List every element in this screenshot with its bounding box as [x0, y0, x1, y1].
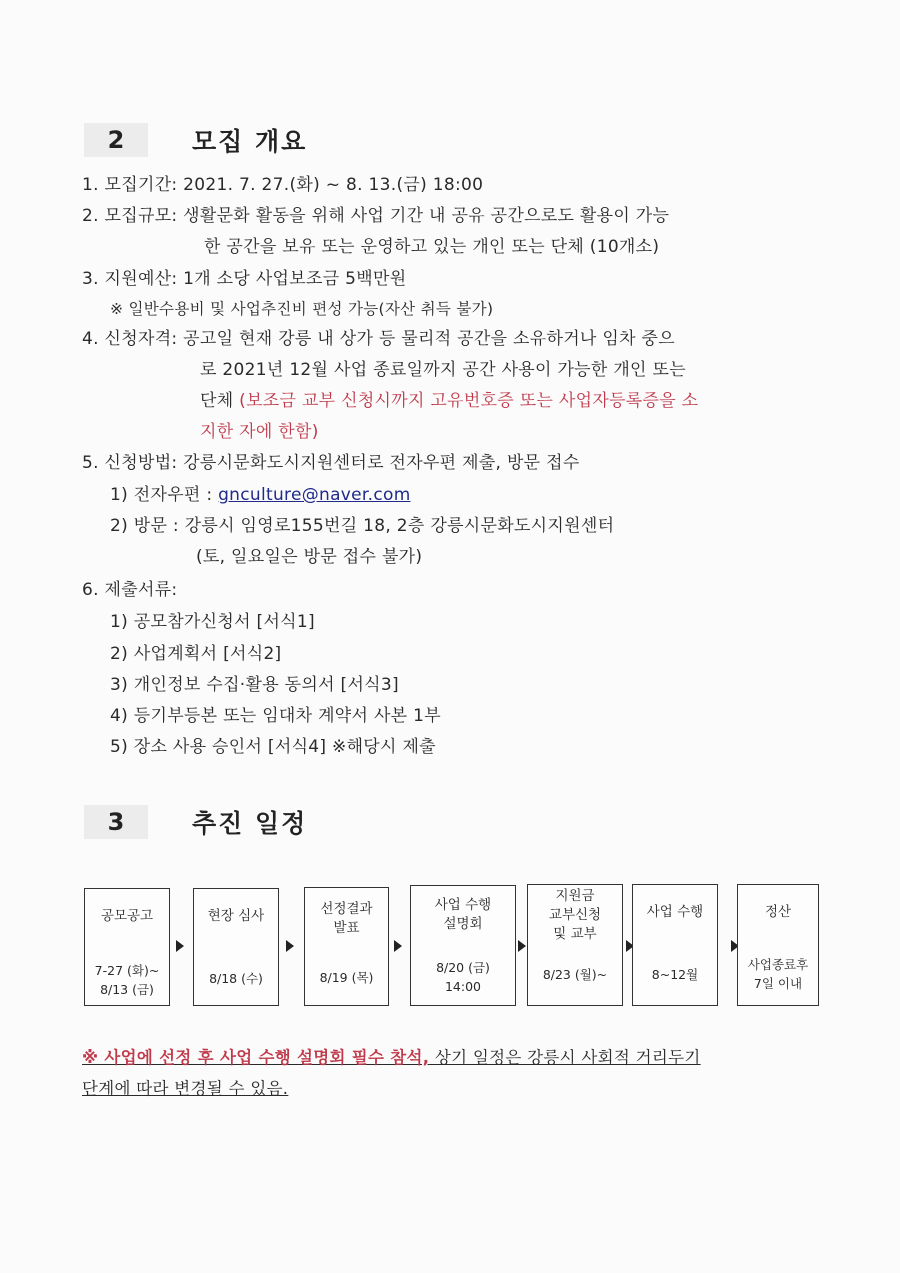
section-2-number: 2 — [84, 123, 148, 157]
flow-arrow-icon — [286, 940, 294, 952]
footer-note-line1 — [82, 1047, 701, 1069]
schedule-step — [193, 888, 279, 1006]
budget-note: ※ 일반수용비 및 사업추진비 편성 가능(자산 취득 불가) — [110, 300, 494, 318]
step-title: 공모공고 — [100, 908, 154, 924]
document-3: 3) 개인정보 수집·활용 동의서 [서식3] — [110, 675, 399, 695]
eligibility-line4: 지한 자에 한함) — [200, 422, 319, 442]
eligibility-line3-a: 단체 — [200, 391, 240, 411]
step-title: 현장 심사 — [207, 908, 265, 924]
step-date: 8/19 (목) — [319, 970, 374, 985]
flow-arrow-icon — [394, 940, 402, 952]
schedule-step — [304, 887, 389, 1006]
document-5: 5) 장소 사용 승인서 [서식4] ※해당시 제출 — [110, 737, 436, 757]
eligibility-line3-b: (보조금 교부 신청시까지 고유번호증 또는 사업자등록증을 소 — [239, 391, 699, 411]
section-2-header — [84, 122, 307, 158]
recruit-period: 1. 모집기간: 2021. 7. 27.(화) ~ 8. 13.(금) 18:00 — [82, 175, 484, 195]
step-date: 8/18 (수) — [209, 971, 263, 986]
document-2: 2) 사업계획서 [서식2] — [110, 644, 282, 664]
flow-arrow-icon — [518, 940, 526, 952]
schedule-step — [527, 884, 623, 1006]
footer-note-bold: ※ 사업에 선정 후 사업 수행 설명회 필수 참석, — [82, 1048, 430, 1067]
step-date: 8/23 (월)~ — [542, 967, 608, 982]
document-1: 1) 공모참가신청서 [서식1] — [110, 612, 315, 632]
step-title: 지원금 교부신청 및 교부 — [548, 888, 602, 942]
schedule-step — [632, 884, 718, 1006]
step-title: 사업 수행 설명회 — [434, 897, 492, 932]
step-date: 8~12월 — [651, 967, 699, 982]
required-documents: 6. 제출서류: — [82, 580, 178, 600]
eligibility-line1: 4. 신청자격: 공고일 현재 강릉 내 상가 등 물리적 공간을 소유하거나 임차 중으 — [82, 329, 675, 349]
step-title: 정산 — [764, 904, 792, 920]
section-3-header — [84, 804, 307, 840]
flow-arrow-icon — [176, 940, 184, 952]
recruit-scale-line2: 한 공간을 보유 또는 운영하고 있는 개인 또는 단체 (10개소) — [204, 237, 660, 257]
method-email-label: 1) 전자우편 : — [110, 485, 219, 505]
schedule-step — [737, 884, 819, 1006]
document-4: 4) 등기부등본 또는 임대차 계약서 사본 1부 — [110, 706, 441, 726]
method-visit-note: (토, 일요일은 방문 접수 불가) — [196, 547, 423, 567]
section-3-number: 3 — [84, 805, 148, 839]
application-method: 5. 신청방법: 강릉시문화도시지원센터로 전자우편 제출, 방문 접수 — [82, 453, 580, 473]
budget: 3. 지원예산: 1개 소당 사업보조금 5백만원 — [82, 269, 407, 289]
method-email-row — [110, 484, 411, 506]
section-3-title: 추진 일정 — [192, 809, 308, 838]
step-date: 7-27 (화)~ 8/13 (금) — [94, 963, 160, 997]
step-date: 8/20 (금) 14:00 — [436, 960, 490, 994]
email-link[interactable]: gnculture@naver.com — [218, 485, 411, 505]
step-title: 선정결과 발표 — [320, 901, 373, 936]
eligibility-line2: 로 2021년 12월 사업 종료일까지 공간 사용이 가능한 개인 또는 — [200, 360, 686, 380]
method-visit: 2) 방문 : 강릉시 임영로155번길 18, 2층 강릉시문화도시지원센터 — [110, 516, 615, 536]
step-title: 사업 수행 — [646, 904, 704, 920]
step-date: 사업종료후 7일 이내 — [747, 957, 809, 991]
footer-note-line2: 단계에 따라 변경될 수 있음. — [82, 1079, 289, 1098]
schedule-step — [84, 888, 170, 1006]
footer-note-rest: 상기 일정은 강릉시 사회적 거리두기 — [429, 1048, 701, 1067]
schedule-step — [410, 885, 516, 1006]
eligibility-line3 — [200, 390, 698, 412]
section-2-title: 모집 개요 — [192, 127, 308, 156]
recruit-scale-line1: 2. 모집규모: 생활문화 활동을 위해 사업 기간 내 공유 공간으로도 활용이 가능 — [82, 206, 670, 226]
